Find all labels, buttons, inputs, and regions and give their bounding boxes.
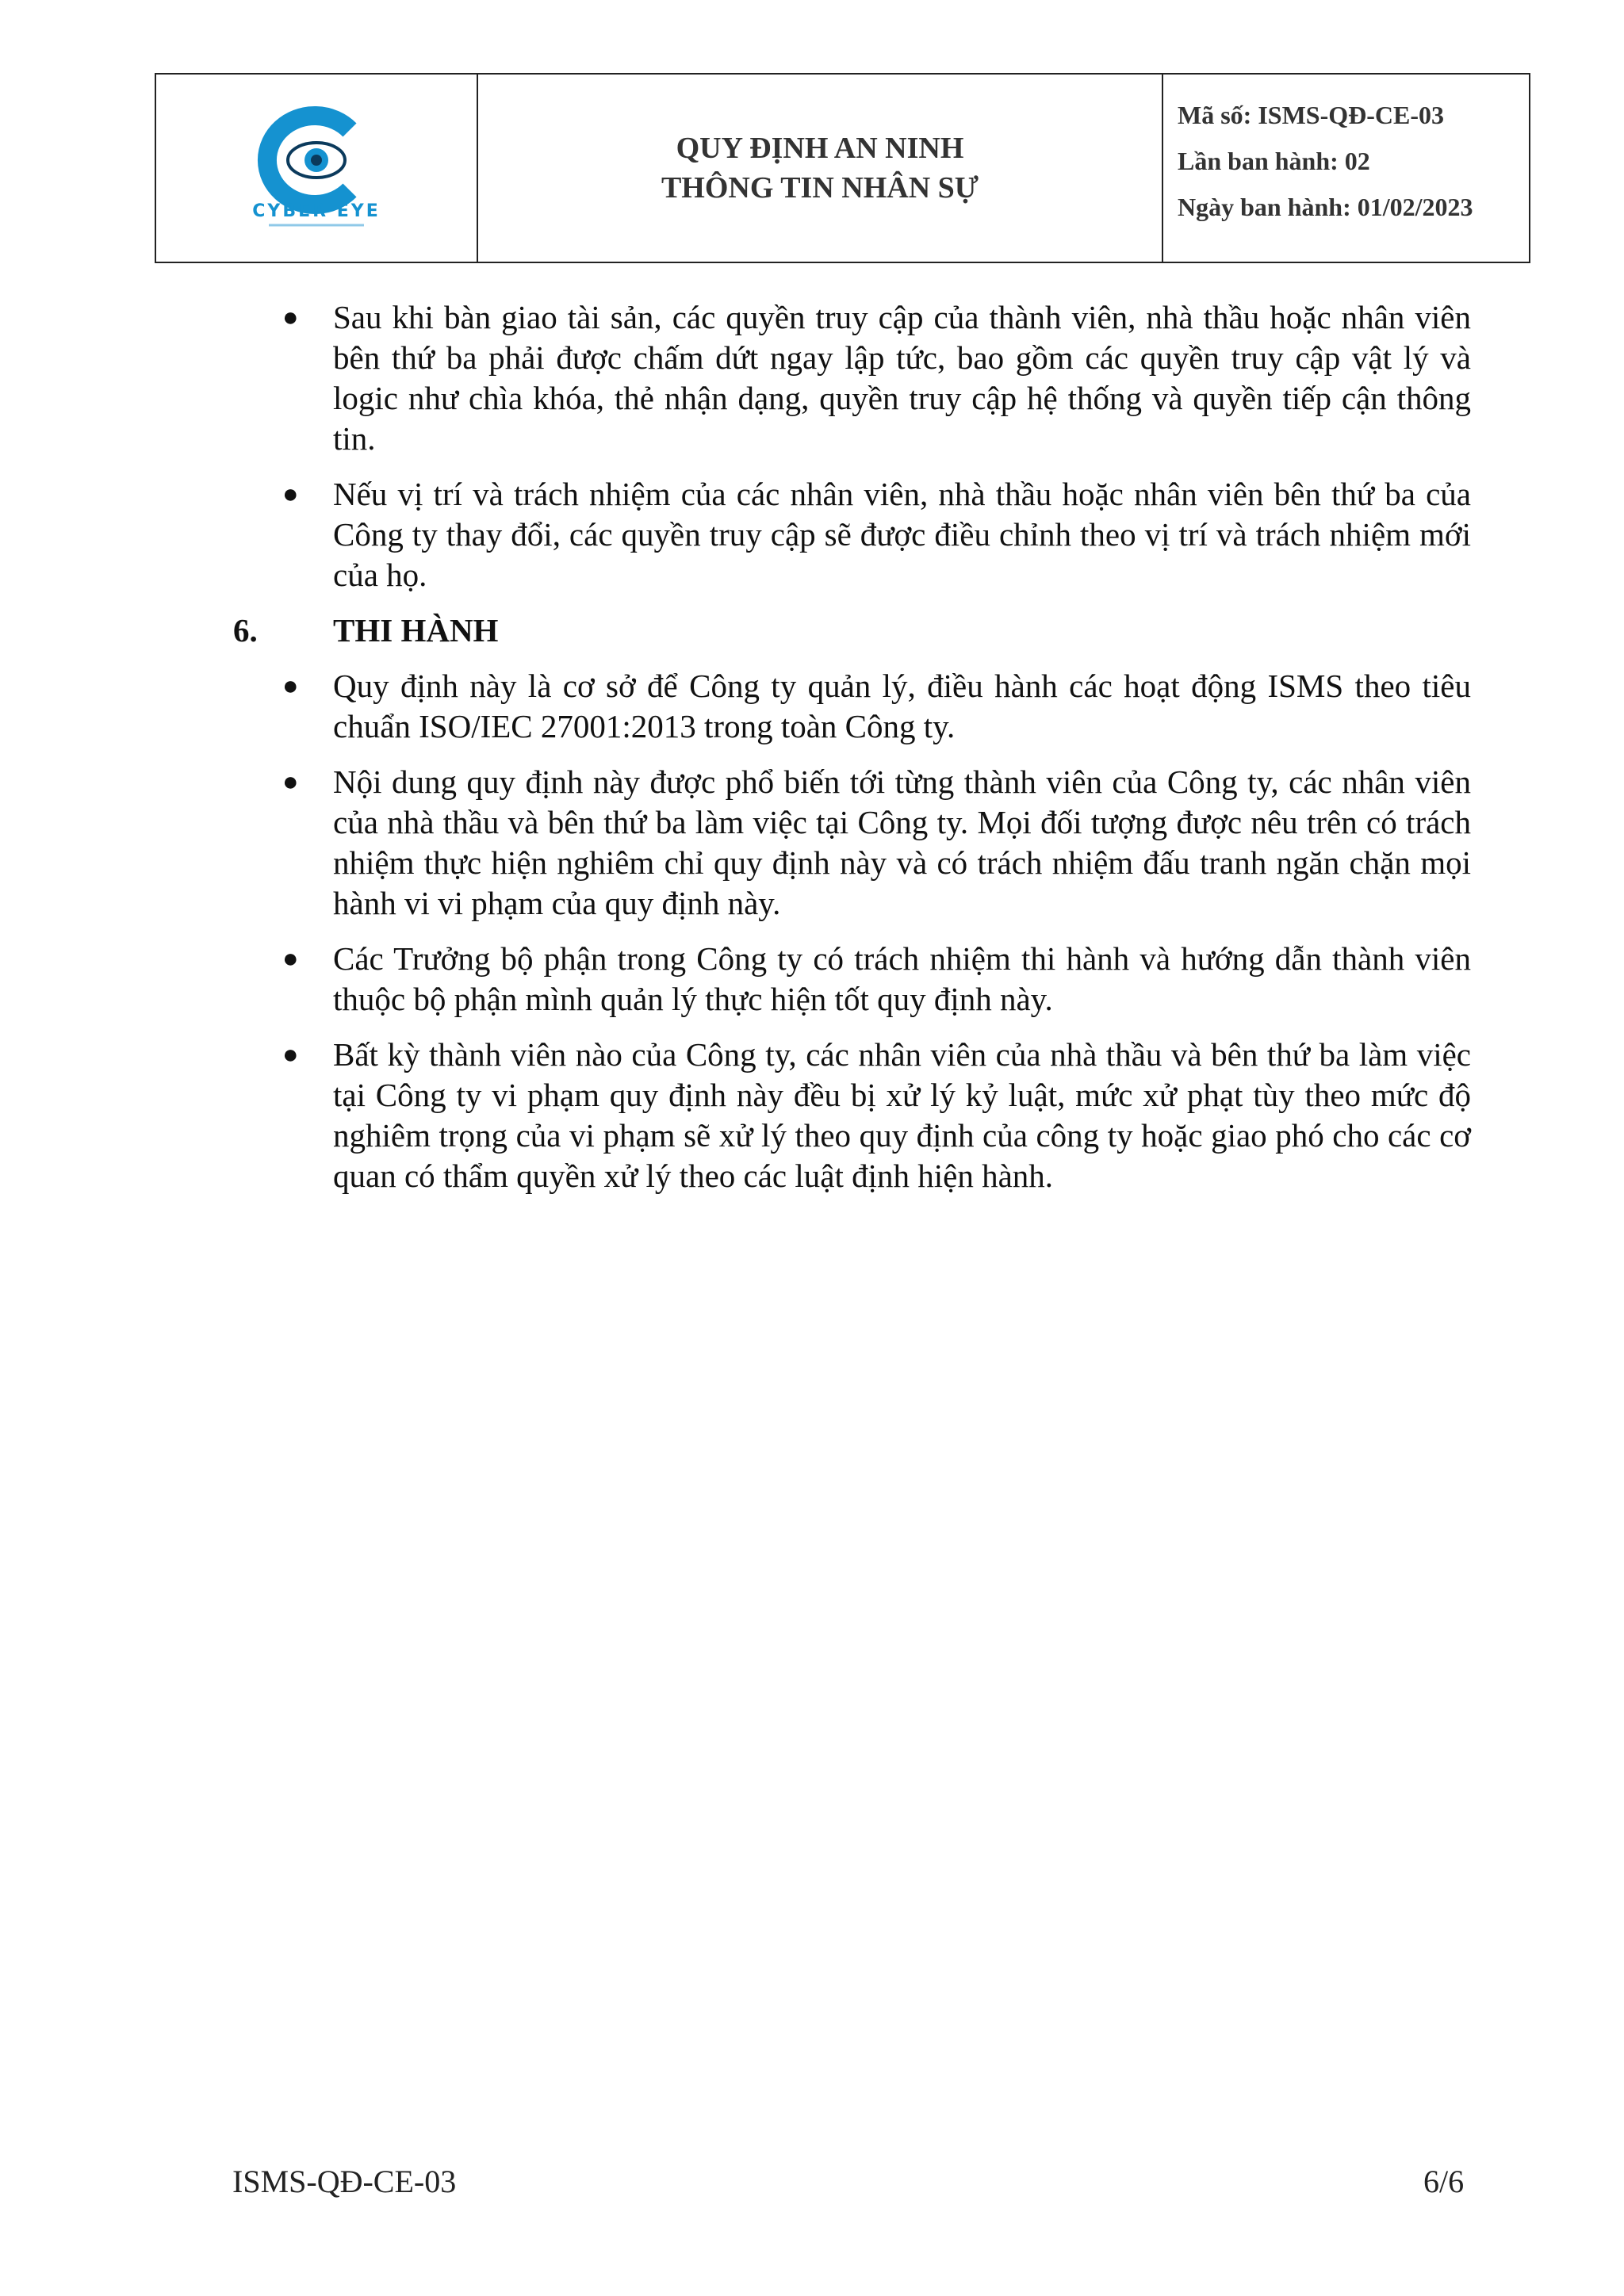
bullet-icon: ● (282, 303, 299, 332)
document-title (478, 75, 1163, 262)
issue-number: Lần ban hành: 02 (1178, 147, 1370, 175)
document-body (222, 297, 1471, 1211)
bullet-icon: ● (282, 480, 299, 509)
document-header (155, 73, 1530, 263)
list-item-text: Sau khi bàn giao tài sản, các quyền truy cập của thành viên, nhà thầu hoặc nhân viên bên thứ ba phải được chấm dứt ngay lập tức, bao gồm các quyền truy cập vật lý và logic như chìa khóa, thẻ nhận dạng, quyền truy cập hệ thống và quyền tiếp cận thông tin. (333, 299, 1471, 457)
bullet-icon: ● (282, 767, 299, 797)
list-item (222, 1035, 1471, 1196)
bullet-icon: ● (282, 672, 299, 701)
section-heading (222, 610, 1471, 651)
list-item-text: Nếu vị trí và trách nhiệm của các nhân viên, nhà thầu hoặc nhân viên bên thứ ba của Công ty thay đổi, các quyền truy cập sẽ được điều chỉnh theo vị trí và trách nhiệm mới của họ. (333, 476, 1471, 593)
document-meta (1163, 75, 1529, 262)
section-number: 6. (233, 612, 258, 649)
list-item (222, 474, 1471, 595)
logo-cell (156, 75, 478, 262)
bullet-icon: ● (282, 944, 299, 974)
logo-wordmark: CYBER EYE (252, 201, 381, 221)
logo-eye-pupil (311, 155, 322, 166)
list-item (222, 939, 1471, 1020)
document-code: Mã số: ISMS-QĐ-CE-03 (1178, 101, 1444, 129)
page-number: 6/6 (1423, 2164, 1465, 2199)
list-item-text: Nội dung quy định này được phổ biến tới từng thành viên của Công ty, các nhân viên của nhà thầu và bên thứ ba làm việc tại Công ty. Mọi đối tượng được nêu trên có trách nhiệm thực hiện nghiêm chỉ quy định này và có trách nhiệm đấu tranh ngăn chặn mọi hành vi vi phạm của quy định này. (333, 763, 1471, 921)
title-line-2: THÔNG TIN NHÂN SỰ (661, 171, 979, 205)
section-title: THI HÀNH (333, 612, 499, 649)
list-item (222, 762, 1471, 924)
footer-document-code: ISMS-QĐ-CE-03 (232, 2164, 457, 2199)
issue-date: Ngày ban hành: 01/02/2023 (1178, 193, 1473, 221)
list-item-text: Quy định này là cơ sở để Công ty quản lý, điều hành các hoạt động ISMS theo tiêu chuẩn ISO/IEC 27001:2013 trong toàn Công ty. (333, 668, 1471, 744)
list-item-text: Bất kỳ thành viên nào của Công ty, các nhân viên của nhà thầu và bên thứ ba làm việc tại Công ty vi phạm quy định này đều bị xử lý kỷ luật, mức xử phạt tùy theo mức độ nghiêm trọng của vi phạm sẽ xử lý theo quy định của công ty hoặc giao phó cho các cơ quan có thẩm quyền xử lý theo các luật định hiện hành. (333, 1036, 1471, 1194)
list-item (222, 297, 1471, 459)
company-logo (237, 105, 396, 232)
list-item (222, 666, 1471, 747)
list-item-text: Các Trưởng bộ phận trong Công ty có trách nhiệm thi hành và hướng dẫn thành viên thuộc bộ phận mình quản lý thực hiện tốt quy định này. (333, 940, 1471, 1017)
title-line-1: QUY ĐỊNH AN NINH (676, 132, 964, 165)
bullet-icon: ● (282, 1040, 299, 1070)
